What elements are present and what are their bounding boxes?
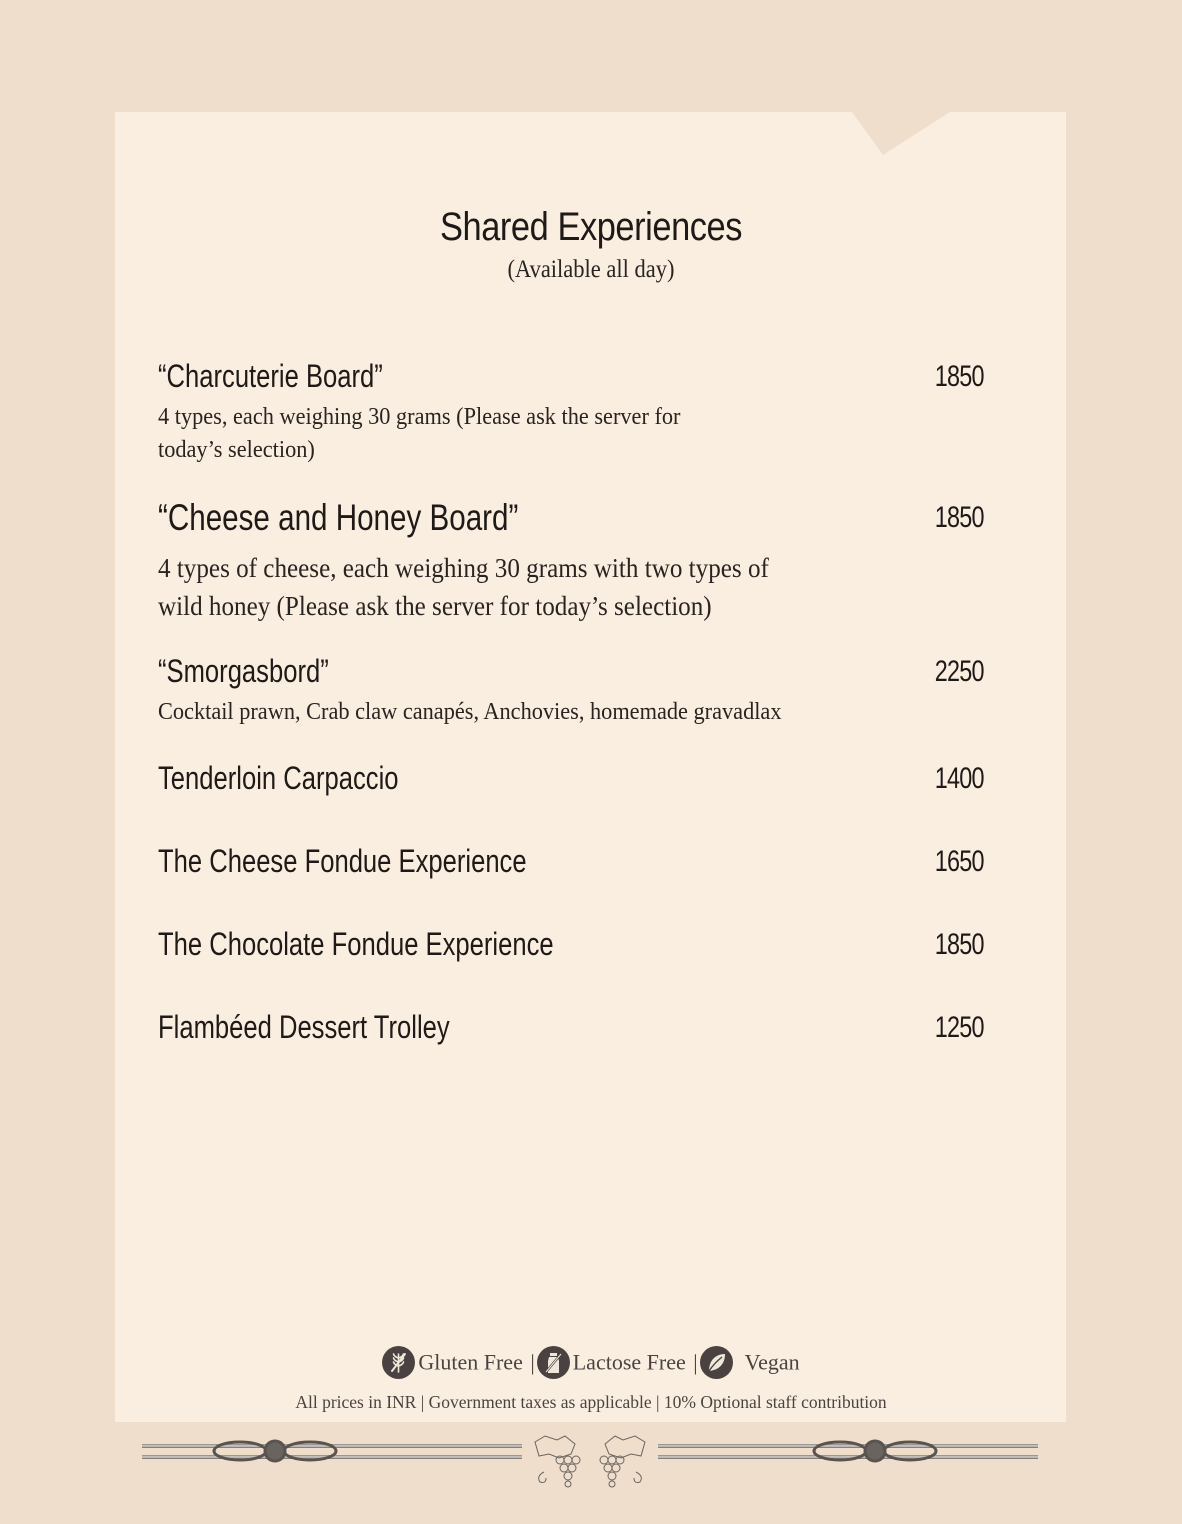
lactose-free-icon	[537, 1346, 570, 1379]
decorative-ornament-divider	[140, 1432, 1040, 1502]
item-description: 4 types, each weighing 30 grams (Please ask the server for	[158, 404, 681, 430]
item-price: 1400	[935, 762, 984, 795]
item-name: The Cheese Fondue Experience	[158, 843, 527, 879]
legend-label: Lactose Free	[572, 1349, 686, 1375]
legend-label: Vegan	[744, 1349, 800, 1375]
legend-label: Gluten Free	[418, 1349, 523, 1375]
legend-separator: |	[693, 1349, 698, 1375]
item-price: 2250	[935, 655, 984, 688]
item-description: 4 types of cheese, each weighing 30 grams with two types of	[158, 553, 769, 583]
gluten-free-icon	[382, 1346, 415, 1379]
pricing-note: All prices in INR | Government taxes as applicable | 10% Optional staff contribution	[295, 1392, 887, 1412]
legend-separator: |	[530, 1349, 535, 1375]
item-price: 1850	[935, 501, 984, 534]
item-price: 1650	[935, 845, 984, 878]
item-description: today’s selection)	[158, 437, 315, 463]
item-price: 1850	[935, 928, 984, 961]
vegan-leaf-icon	[700, 1346, 733, 1379]
item-description: wild honey (Please ask the server for today’s selection)	[158, 591, 712, 621]
item-price: 1250	[935, 1011, 984, 1044]
item-name: “Cheese and Honey Board”	[158, 497, 519, 538]
dietary-legend	[0, 1346, 1182, 1379]
page-subtitle: (Available all day)	[507, 256, 675, 283]
page-title: Shared Experiences	[439, 205, 743, 249]
item-name: Flambéed Dessert Trolley	[158, 1009, 450, 1045]
item-price: 1850	[935, 360, 984, 393]
item-description: Cocktail prawn, Crab claw canapés, Anchovies, homemade gravadlax	[158, 699, 782, 725]
item-name: The Chocolate Fondue Experience	[158, 926, 554, 962]
item-name: “Smorgasbord”	[158, 653, 329, 689]
item-name: Tenderloin Carpaccio	[158, 760, 399, 796]
item-name: “Charcuterie Board”	[158, 358, 383, 394]
panel-notch	[852, 112, 950, 155]
